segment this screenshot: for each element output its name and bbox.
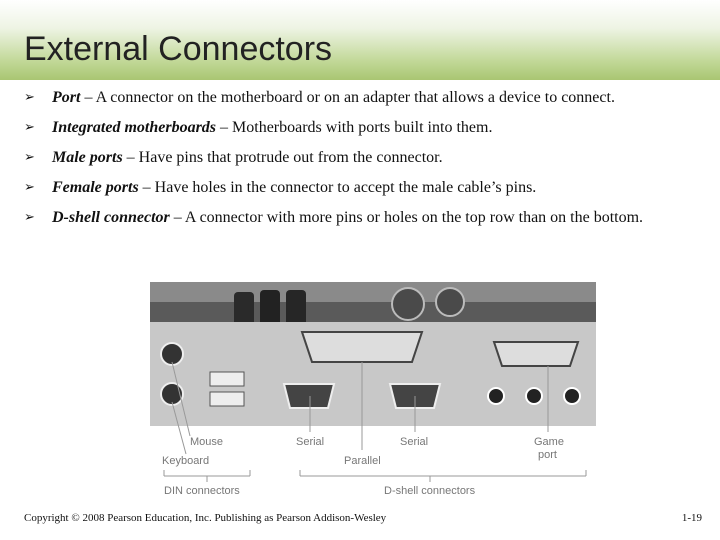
connector-figure (150, 282, 596, 502)
bullet-d-shell-connector (24, 206, 704, 230)
din-connectors-label: DIN connectors (164, 485, 240, 497)
arrow-bullet-icon: ➢ (24, 150, 35, 165)
bullet-text: – Have holes in the connector to accept the male cable’s pins. (138, 179, 537, 196)
slide-title: External Connectors (24, 30, 333, 68)
copyright-footer: Copyright © 2008 Pearson Education, Inc. Publishing as Pearson Addison-Wesley (24, 512, 387, 524)
bullet-list (24, 86, 704, 236)
serial-label-1: Serial (296, 436, 325, 448)
bullet-term: Port (52, 89, 81, 106)
bullet-term: Female ports (52, 179, 139, 196)
game-port-label-1: Game (534, 436, 564, 448)
bullet-male-ports (24, 146, 704, 170)
bullet-text: – Have pins that protrude out from the connector. (122, 149, 443, 166)
arrow-bullet-icon: ➢ (24, 210, 35, 225)
bullet-term: D-shell connector (52, 209, 170, 226)
bullet-term: Integrated motherboards (52, 119, 217, 136)
callout-lines (150, 282, 596, 502)
arrow-bullet-icon: ➢ (24, 180, 35, 195)
parallel-label: Parallel (344, 455, 381, 467)
game-port-label-2: port (538, 449, 557, 461)
arrow-bullet-icon: ➢ (24, 120, 35, 135)
bullet-port (24, 86, 704, 110)
bullet-text: – Motherboards with ports built into them. (216, 119, 493, 136)
keyboard-label: Keyboard (162, 455, 210, 467)
arrow-bullet-icon: ➢ (24, 90, 35, 105)
bullet-text: – A connector with more pins or holes on the top row than on the bottom. (169, 209, 644, 226)
bullet-integrated-motherboards (24, 116, 704, 140)
mouse-label: Mouse (190, 436, 224, 448)
bullet-female-ports (24, 176, 704, 200)
page-number: 1-19 (681, 512, 702, 524)
bullet-term: Male ports (52, 149, 123, 166)
bullet-text: – A connector on the motherboard or on an adapter that allows a device to connect. (80, 89, 615, 106)
serial-label-2: Serial (400, 436, 429, 448)
d-shell-connectors-label: D-shell connectors (384, 485, 476, 497)
